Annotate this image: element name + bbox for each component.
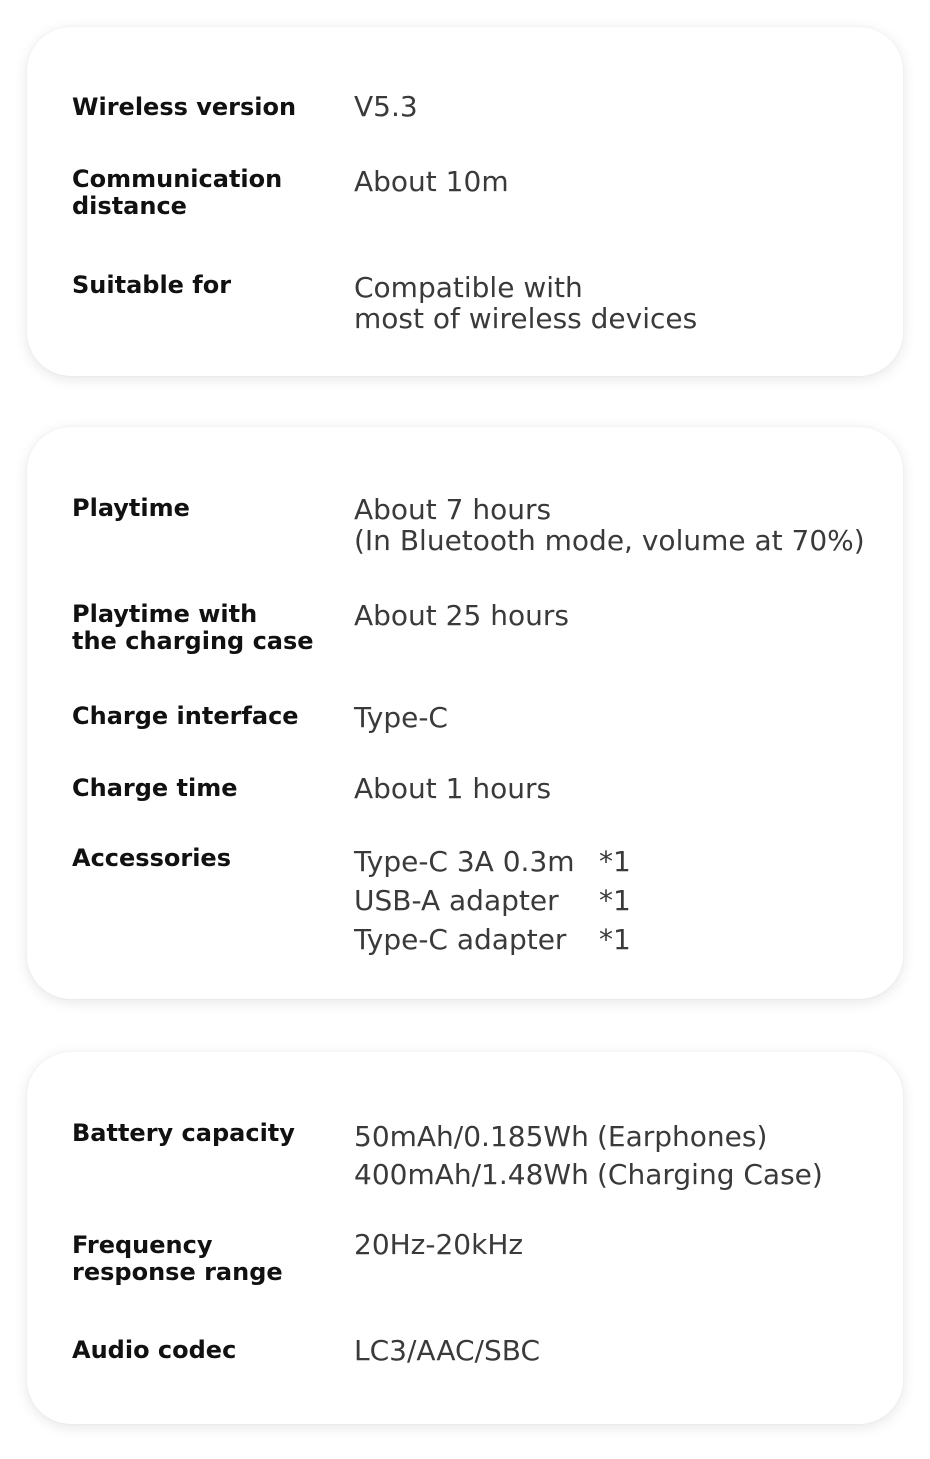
- accessory-item: [354, 842, 631, 881]
- spec-value: [354, 702, 448, 733]
- accessory-item: [354, 920, 631, 959]
- spec-label: Playtime: [72, 494, 190, 522]
- spec-label: Audio codec: [72, 1336, 237, 1364]
- spec-card-wireless: [27, 27, 903, 376]
- spec-label: Charge time: [72, 774, 238, 802]
- battery-value: 400mAh/1.48Wh: [354, 1158, 589, 1191]
- spec-value: [354, 773, 551, 804]
- spec-value: [354, 91, 418, 122]
- accessory-qty: *1: [599, 845, 631, 878]
- spec-value: [354, 166, 509, 197]
- accessory-name: Type-C 3A 0.3m: [354, 845, 575, 878]
- spec-value: [354, 272, 697, 334]
- spec-value: [354, 494, 865, 556]
- battery-entry: [354, 1118, 823, 1156]
- spec-card-audio: [27, 1052, 903, 1424]
- spec-label: Accessories: [72, 844, 231, 872]
- spec-value-line: About 1 hours: [354, 772, 552, 805]
- spec-label: Communication distance: [72, 165, 283, 220]
- spec-value: [354, 1335, 540, 1366]
- spec-value: [354, 1118, 823, 1194]
- accessory-name: USB-A adapter: [354, 884, 559, 917]
- spec-value-line: Compatible with: [354, 271, 583, 304]
- accessory-item: [354, 881, 631, 920]
- spec-value-line: (In Bluetooth mode, volume at 70%): [354, 524, 865, 557]
- spec-value-line: Type-C: [354, 701, 448, 734]
- spec-card-battery-life: [27, 427, 903, 999]
- spec-value-line: LC3/AAC/SBC: [354, 1334, 541, 1367]
- spec-label: Charge interface: [72, 702, 299, 730]
- battery-entry: [354, 1156, 823, 1194]
- spec-value-line: About 10m: [354, 165, 509, 198]
- battery-note: (Earphones): [597, 1120, 768, 1153]
- spec-label: Wireless version: [72, 93, 297, 121]
- spec-value-line: most of wireless devices: [354, 302, 698, 335]
- spec-value: [354, 842, 631, 959]
- spec-label: Suitable for: [72, 271, 232, 299]
- spec-label: Playtime with the charging case: [72, 600, 314, 655]
- spec-value-line: About 7 hours: [354, 493, 552, 526]
- battery-note: (Charging Case): [597, 1158, 823, 1191]
- spec-value: [354, 1229, 523, 1260]
- accessory-qty: *1: [599, 923, 631, 956]
- battery-value: 50mAh/0.185Wh: [354, 1120, 589, 1153]
- spec-value-line: About 25 hours: [354, 599, 569, 632]
- spec-value-line: 20Hz-20kHz: [354, 1228, 524, 1261]
- spec-value-line: V5.3: [354, 90, 418, 123]
- accessory-qty: *1: [599, 884, 631, 917]
- spec-label: Battery capacity: [72, 1119, 295, 1147]
- spec-label: Frequency response range: [72, 1231, 283, 1286]
- spec-value: [354, 600, 569, 631]
- accessory-name: Type-C adapter: [354, 923, 567, 956]
